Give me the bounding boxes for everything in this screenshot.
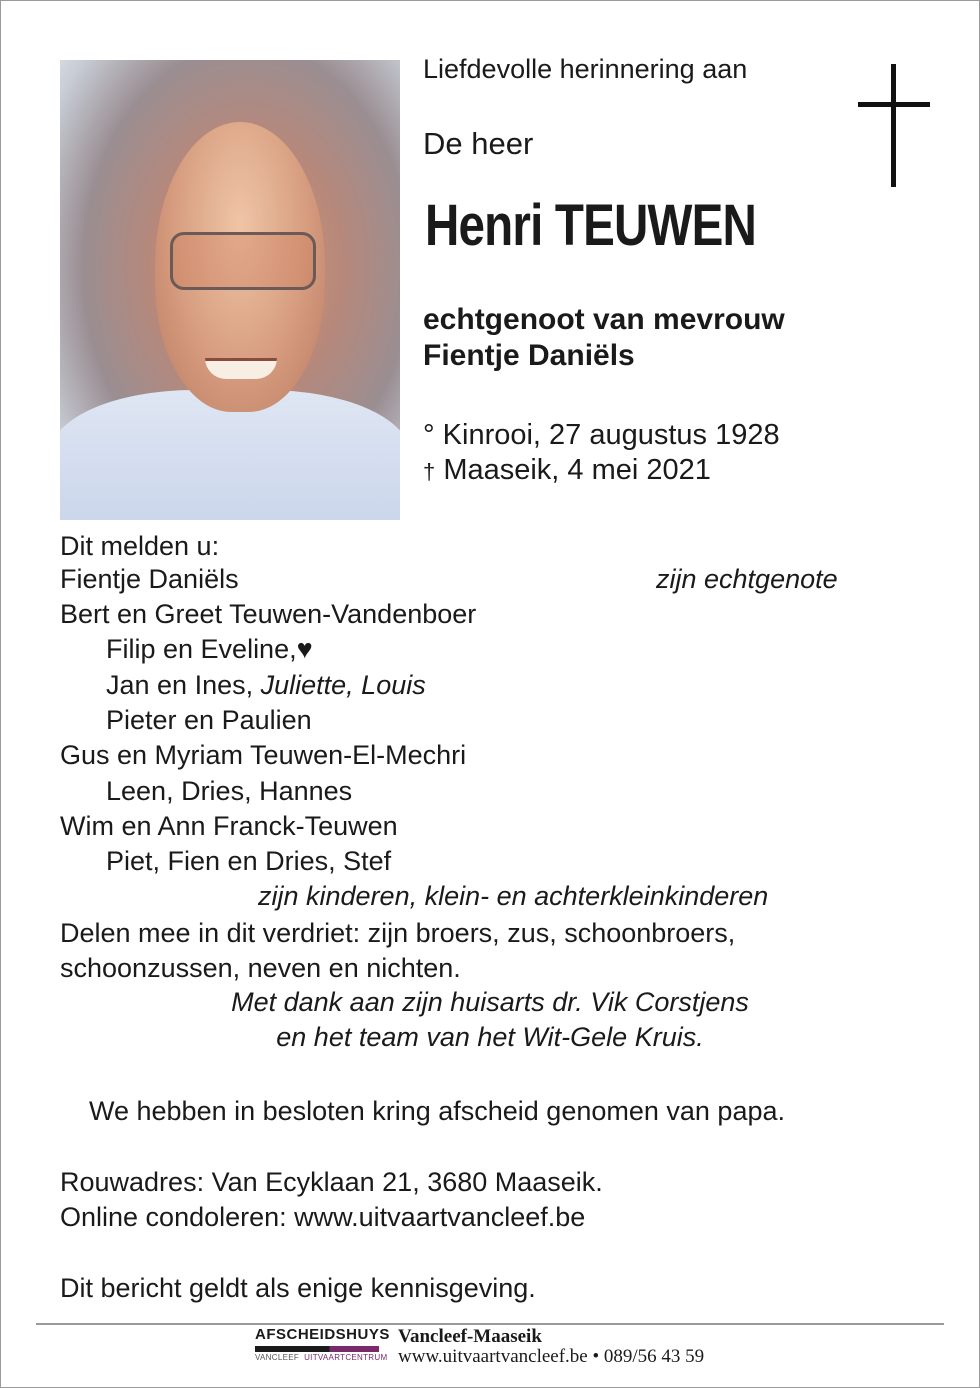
spouse-name: Fientje Daniëls bbox=[60, 564, 239, 594]
deceased-name: Henri TEUWEN bbox=[425, 193, 757, 258]
cross-icon-bar bbox=[858, 102, 930, 107]
spouse-line-1: echtgenoot van mevrouw bbox=[423, 303, 785, 336]
announcement-lead: Dit melden u: bbox=[60, 531, 220, 561]
thanks-line-1: Met dank aan zijn huisarts dr. Vik Corstjens bbox=[231, 987, 749, 1017]
share-line-2: schoonzussen, neven en nichten. bbox=[60, 953, 461, 983]
share-line-1: Delen mee in dit verdriet: zijn broers, zus, schoonbroers, bbox=[60, 918, 736, 948]
portrait-smile bbox=[205, 358, 277, 379]
spouse-line bbox=[423, 302, 785, 374]
portrait-glasses bbox=[170, 232, 316, 290]
footer-divider bbox=[36, 1323, 944, 1325]
farewell-text: We hebben in besloten kring afscheid genomen van papa. bbox=[89, 1096, 785, 1126]
cross-icon bbox=[891, 64, 896, 187]
family-2: Gus en Myriam Teuwen-El-Mechri bbox=[60, 740, 467, 770]
death-cross-icon: † bbox=[423, 459, 436, 484]
family-1: Bert en Greet Teuwen-Vandenboer bbox=[60, 599, 477, 629]
heart-icon: ♥ bbox=[296, 634, 313, 664]
funeral-home-contact: www.uitvaartvancleef.be • 089/56 43 59 bbox=[398, 1346, 705, 1367]
family-1-kids-b-names: Jan en Ines, bbox=[106, 670, 254, 700]
family-1-kids-c: Pieter en Paulien bbox=[106, 705, 312, 735]
funeral-home-logo-sub bbox=[255, 1353, 387, 1362]
honorific: De heer bbox=[423, 126, 534, 161]
family-1-kids-b bbox=[106, 670, 426, 701]
children-role: zijn kinderen, klein- en achterkleinkinderen bbox=[258, 881, 769, 911]
family-3: Wim en Ann Franck-Teuwen bbox=[60, 811, 398, 841]
spouse-line-2: Fientje Daniëls bbox=[423, 339, 635, 372]
family-1-great-grandkids: Juliette, Louis bbox=[260, 670, 426, 700]
logo-sub-left: VANCLEEF bbox=[255, 1353, 300, 1362]
online-condolences: Online condoleren: www.uitvaartvancleef.be bbox=[60, 1202, 586, 1232]
intro-text: Liefdevolle herinnering aan bbox=[423, 54, 748, 84]
logo-sub-right: UITVAARTCENTRUM bbox=[304, 1353, 388, 1362]
notice-text: Dit bericht geldt als enige kennisgeving. bbox=[60, 1273, 536, 1303]
family-1-kids-a-text: Filip en Eveline, bbox=[106, 634, 297, 664]
life-dates bbox=[423, 418, 780, 489]
funeral-home-name: Vancleef-Maaseik bbox=[398, 1326, 542, 1347]
death-date-line bbox=[423, 453, 780, 489]
portrait-photo bbox=[60, 60, 400, 520]
family-3-kids: Piet, Fien en Dries, Stef bbox=[106, 846, 392, 876]
death-date: Maaseik, 4 mei 2021 bbox=[443, 454, 711, 486]
family-2-kids: Leen, Dries, Hannes bbox=[106, 776, 353, 806]
family-1-kids-a bbox=[106, 634, 313, 665]
thanks-line-2: en het team van het Wit-Gele Kruis. bbox=[276, 1022, 704, 1052]
funeral-home-logo-bar bbox=[255, 1346, 379, 1352]
birth-date: ° Kinrooi, 27 augustus 1928 bbox=[423, 419, 780, 451]
mourning-address: Rouwadres: Van Ecyklaan 21, 3680 Maaseik. bbox=[60, 1167, 603, 1197]
spouse-role: zijn echtgenote bbox=[656, 564, 838, 594]
funeral-home-logo-text: AFSCHEIDSHUYS bbox=[255, 1326, 390, 1343]
